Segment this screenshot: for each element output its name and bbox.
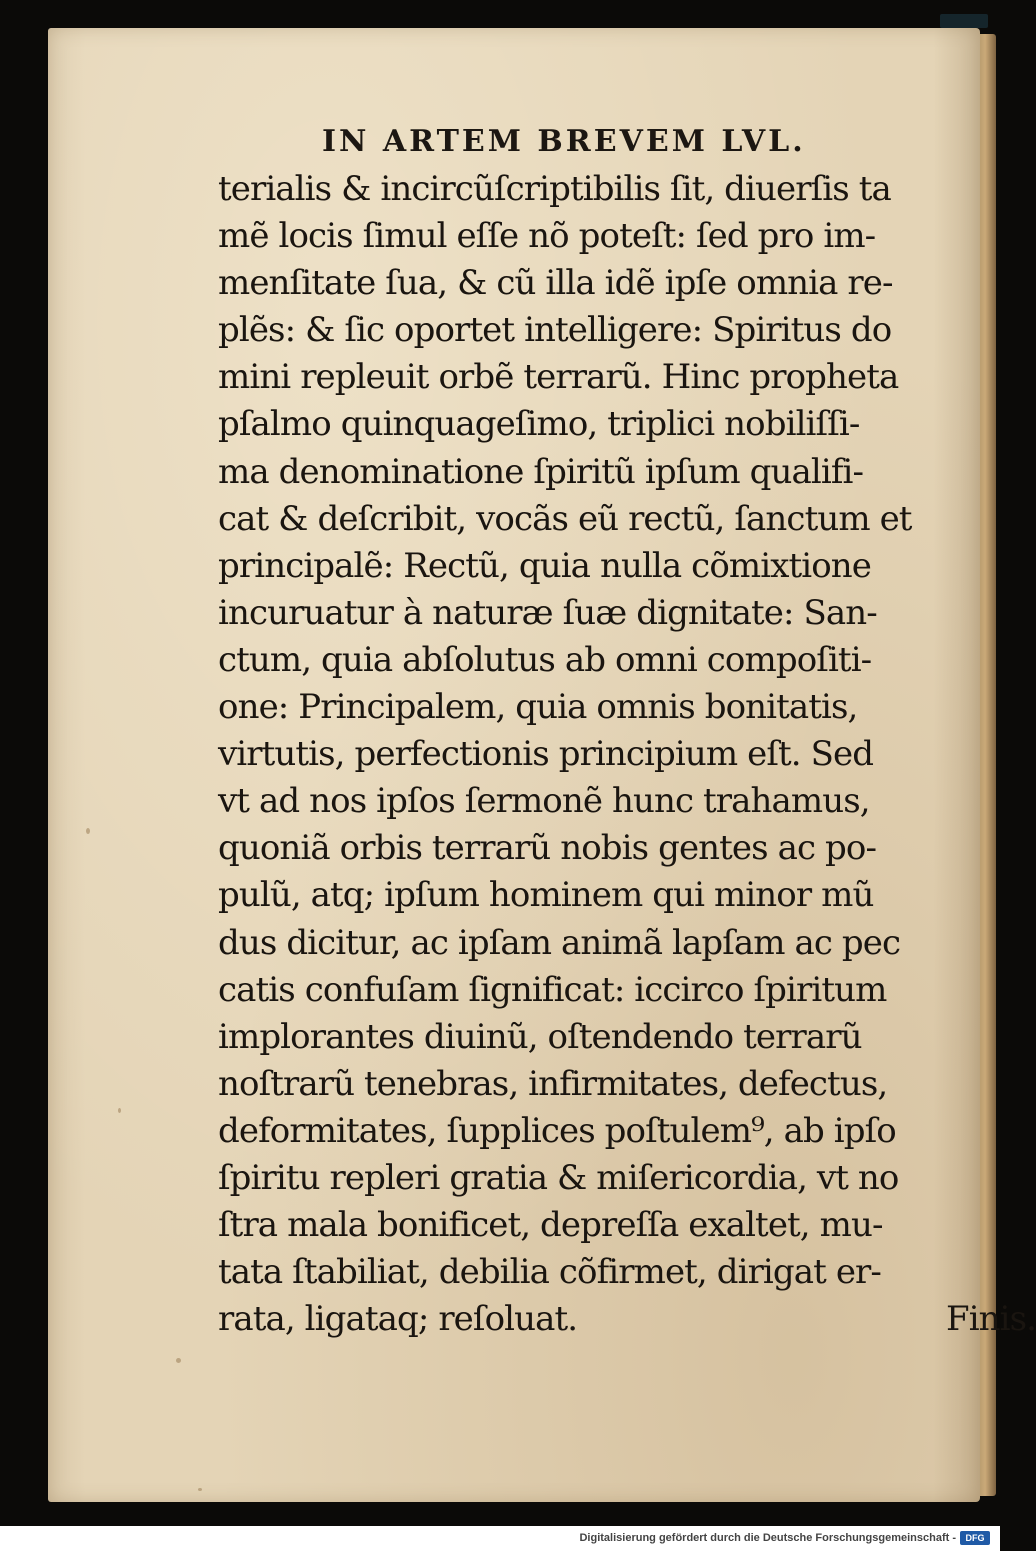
text-line: catis confuſam ſignificat: iccirco ſpiritum [218,969,887,1010]
text-line: ſpiritu repleri gratia & miſericordia, vt no [218,1157,899,1198]
text-line: cat & deſcribit, vocãs eũ rectũ, ſanctum et [218,498,912,539]
text-line: virtutis, perfectionis principium eſt. Sed [218,734,874,775]
text-line: noſtrarũ tenebras, infirmitates, defectus, [218,1063,888,1104]
text-line: quoniã orbis terrarũ nobis gentes ac po- [218,828,877,869]
text-line: deformitates, ſupplices poſtulem⁹, ab ipſo [218,1110,896,1151]
text-line: principalẽ: Rectũ, quia nulla cõmixtione [218,545,871,586]
text-line: terialis & incircũſcriptibilis ſit, diuerſis ta [218,169,891,209]
binding-edge-mark [940,14,988,28]
text-line: rata, ligataq; reſoluat. [218,1299,578,1340]
text-line: incuruatur à naturæ ſuæ dignitate: San- [218,592,877,633]
running-head: IN ARTEM BREVEM LVL. [322,124,806,159]
text-line: menſitate ſua, & cũ illa idẽ ipſe omnia re- [218,263,893,304]
dfg-logo: DFG [960,1531,990,1545]
text-line: plẽs: & ſic oportet intelligere: Spiritus do [218,310,892,351]
text-line: mini repleuit orbẽ terrarũ. Hinc propheta [218,357,899,398]
text-line: mẽ locis ſimul eſſe nõ poteſt: ſed pro im- [218,216,876,257]
text-line: ma denominatione ſpiritũ ipſum qualifi- [218,451,864,492]
text-line: ſtra mala bonificet, depreſſa exaltet, mu- [218,1205,883,1246]
paper-stain [86,828,90,834]
paper-stain [176,1358,181,1363]
text-line: one: Principalem, quia omnis bonitatis, [218,687,858,728]
body-text [218,166,1036,1343]
funding-credit: Digitalisierung gefördert durch die Deutsche Forschungsgemeinschaft - [579,1532,956,1544]
paper-stain [198,1488,202,1491]
digitization-footer [0,1526,1000,1551]
text-line: pulũ, atq; ipſum hominem qui minor mũ [218,875,874,916]
paper-stain [118,1108,121,1113]
text-line: dus dicitur, ac ipſam animã lapſam ac pec [218,922,901,963]
text-line: ctum, quia abſolutus ab omni compoſiti- [218,639,872,680]
text-line: implorantes diuinũ, oſtendendo terrarũ [218,1016,862,1057]
text-line: pſalmo quinquageſimo, triplici nobiliſſi- [218,404,860,445]
page-fore-edge [978,34,996,1496]
text-line: vt ad nos ipſos ſermonẽ hunc trahamus, [218,781,870,822]
text-line: tata ſtabiliat, debilia cõfirmet, dirigat er- [218,1252,881,1293]
final-line [218,1296,1036,1343]
finis-label: Finis. [946,1299,1036,1340]
